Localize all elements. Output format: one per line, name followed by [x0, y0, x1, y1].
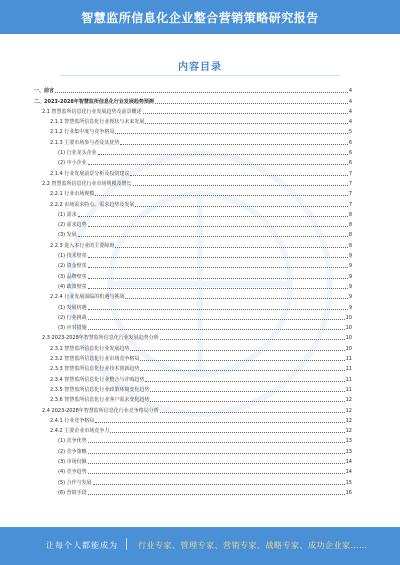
toc-entry-page-number: 11	[345, 386, 352, 393]
toc-leader-dots	[155, 102, 348, 104]
toc-entry-label: 2.2.4 行业发展面临的机遇与挑战	[50, 294, 125, 301]
toc-entry-page-number: 6	[348, 139, 352, 146]
toc-leader-dots	[160, 338, 345, 340]
toc-entry-label: 2.4 2023-2028年智慧监所信息化行业竞争格局分析	[42, 407, 159, 414]
toc-leader-dots	[88, 472, 345, 474]
toc-entry-label: 一、前言	[34, 88, 55, 95]
toc-entry-page-number: 9	[348, 273, 352, 280]
toc-entry-page-number: 8	[348, 232, 352, 239]
toc-entry[interactable]	[34, 434, 352, 444]
toc-leader-dots	[88, 328, 345, 330]
toc-entry-page-number: 7	[348, 180, 352, 187]
toc-entry-label: 2.4.2 主要企业市场竞争力	[50, 428, 110, 435]
toc-leader-dots	[140, 369, 344, 371]
toc-entry-label: (1) 需求	[58, 211, 77, 218]
toc-entry[interactable]	[34, 218, 352, 228]
toc-leader-dots	[143, 112, 348, 114]
toc-leader-dots	[115, 132, 347, 134]
toc-entry-page-number: 12	[345, 407, 352, 414]
toc-entry[interactable]	[34, 300, 352, 310]
table-of-contents	[34, 84, 352, 496]
toc-entry[interactable]	[34, 393, 352, 403]
toc-leader-dots	[125, 297, 347, 299]
toc-entry-page-number: 8	[348, 242, 352, 249]
toc-leader-dots	[160, 411, 345, 413]
toc-entry[interactable]	[34, 259, 352, 269]
toc-entry-label: 2.3.1 智慧监所信息化行业发展趋势	[50, 345, 130, 352]
toc-entry-label: (1) 竞争优势	[58, 438, 87, 445]
toc-entry[interactable]	[34, 290, 352, 300]
toc-leader-dots	[88, 287, 348, 289]
toc-entry[interactable]	[34, 238, 352, 248]
toc-leader-dots	[130, 349, 344, 351]
toc-leader-dots	[130, 174, 347, 176]
toc-entry-page-number: 7	[348, 201, 352, 208]
toc-entry-label: (3) 市场份额	[58, 458, 87, 465]
toc-entry-page-number: 16	[345, 489, 352, 496]
toc-entry-label: (3) 应对措施	[58, 325, 87, 332]
toc-entry-label: 2.3.2 智慧监所信息化行业市场竞争格局	[50, 356, 140, 363]
toc-leader-dots	[115, 246, 347, 248]
toc-leader-dots	[135, 205, 347, 207]
toc-entry-label: 2.1.4 行业发展前景分析及投资建议	[50, 170, 130, 177]
toc-entry-label: (2) 中小企业	[58, 160, 87, 167]
toc-entry-page-number: 9	[348, 304, 352, 311]
toc-entry[interactable]	[34, 331, 352, 341]
toc-entry-label: 2.1.2 行业集中度与竞争格局	[50, 129, 115, 136]
toc-entry-label: (2) 行业挑战	[58, 314, 87, 321]
toc-leader-dots	[88, 462, 345, 464]
toc-entry-label: (2) 需求趋势	[58, 222, 87, 229]
toc-entry-label: 2.1 智慧监所信息化行业发展趋势及前景概述	[42, 108, 142, 115]
toc-entry[interactable]	[34, 187, 352, 197]
toc-entry-label: (5) 合作与发展	[58, 479, 92, 486]
toc-entry[interactable]	[34, 280, 352, 290]
toc-entry-page-number: 11	[345, 366, 352, 373]
toc-entry-label: (3) 品牌壁垒	[58, 273, 87, 280]
toc-entry-page-number: 4	[348, 88, 352, 95]
toc-entry[interactable]	[34, 352, 352, 362]
toc-entry[interactable]	[34, 228, 352, 238]
toc-entry-page-number: 4	[348, 119, 352, 126]
toc-entry[interactable]	[34, 465, 352, 475]
toc-entry[interactable]	[34, 311, 352, 321]
toc-heading: 内容目录	[178, 62, 222, 73]
toc-entry[interactable]	[34, 94, 352, 104]
toc-entry-label: (4) 竞争趋势	[58, 469, 87, 476]
toc-entry-page-number: 9	[348, 253, 352, 260]
toc-entry-label: (1) 行业龙头企业	[58, 150, 97, 157]
toc-leader-dots	[120, 143, 347, 145]
toc-entry[interactable]	[34, 424, 352, 434]
toc-entry-label: 2.3.6 智慧监所信息化行业客户需求变化趋势	[50, 397, 150, 404]
toc-entry-page-number: 6	[348, 150, 352, 157]
toc-entry-label: (1) 发展机遇	[58, 304, 87, 311]
toc-entry-page-number: 7	[348, 170, 352, 177]
toc-entry-page-number: 12	[345, 428, 352, 435]
toc-entry[interactable]	[34, 146, 352, 156]
toc-entry-label: 2.3.3 智慧监所信息化行业技术创新趋势	[50, 366, 140, 373]
toc-leader-dots	[145, 122, 347, 124]
toc-entry[interactable]	[34, 269, 352, 279]
toc-entry-label: 2.3.5 智慧监所信息化行业政策环境变化趋势	[50, 386, 150, 393]
toc-entry-label: (4) 政策壁垒	[58, 283, 87, 290]
toc-entry[interactable]	[34, 414, 352, 424]
toc-leader-dots	[88, 225, 348, 227]
toc-leader-dots	[88, 493, 345, 495]
toc-leader-dots	[78, 235, 348, 237]
toc-entry-page-number: 8	[348, 222, 352, 229]
toc-entry[interactable]	[34, 115, 352, 125]
toc-entry-label: (3) 发展	[58, 232, 77, 239]
toc-entry-page-number: 5	[348, 129, 352, 136]
toc-leader-dots	[110, 431, 344, 433]
toc-leader-dots	[95, 194, 348, 196]
toc-leader-dots	[78, 215, 348, 217]
toc-leader-dots	[88, 266, 348, 268]
toc-entry-page-number: 10	[345, 335, 352, 342]
toc-entry-page-number: 12	[345, 397, 352, 404]
toc-entry-label: 2.2.1 行业市场规模	[50, 191, 95, 198]
toc-entry-page-number: 11	[345, 356, 352, 363]
toc-leader-dots	[150, 390, 344, 392]
toc-entry-page-number: 14	[345, 469, 352, 476]
toc-entry-page-number: 12	[345, 417, 352, 424]
toc-entry-label: 2.1.1 智慧监所信息化行业现状与未来发展	[50, 119, 145, 126]
report-title: 智慧监所信息化企业整合营销策略研究报告	[81, 10, 319, 25]
toc-entry-label: (1) 技术壁垒	[58, 253, 87, 260]
toc-entry-page-number: 6	[348, 160, 352, 167]
toc-entry-page-number: 7	[348, 191, 352, 198]
toc-entry-label: (2) 竞争策略	[58, 448, 87, 455]
toc-entry-page-number: 9	[348, 294, 352, 301]
toc-leader-dots	[150, 400, 344, 402]
toc-entry-label: 2.2.2 市场需求特点、需求趋势及发展	[50, 201, 135, 208]
toc-entry-page-number: 10	[345, 325, 352, 332]
toc-leader-dots	[98, 153, 348, 155]
toc-divider	[60, 75, 340, 76]
toc-entry-page-number: 8	[348, 211, 352, 218]
toc-entry[interactable]	[34, 372, 352, 382]
toc-entry-label: 2.2.3 进入本行业的主要障碍	[50, 242, 115, 249]
toc-entry-label: 二、2023-2028年智慧监所信息化行业发展趋势预测	[34, 98, 154, 105]
toc-entry-label: (2) 资金壁垒	[58, 263, 87, 270]
toc-entry-label: 2.4.1 行业竞争格局	[50, 417, 95, 424]
toc-entry-label: (6) 营销手段	[58, 489, 87, 496]
toc-leader-dots	[88, 441, 345, 443]
toc-entry-label: 2.3 2023-2028年智慧监所信息化行业发展趋势分析	[42, 335, 159, 342]
toc-entry-page-number: 4	[348, 108, 352, 115]
toc-entry-label: 2.1.3 主要市场参与者及其优势	[50, 139, 120, 146]
toc-entry-page-number: 13	[345, 448, 352, 455]
toc-entry-label: 2.3.4 智慧监所信息化行业整合与并购趋势	[50, 376, 145, 383]
footer-banner	[0, 527, 400, 565]
toc-entry-page-number: 10	[345, 314, 352, 321]
toc-entry[interactable]	[34, 383, 352, 393]
toc-leader-dots	[55, 91, 348, 93]
toc-entry[interactable]	[34, 486, 352, 496]
toc-entry[interactable]	[34, 208, 352, 218]
toc-entry[interactable]	[34, 455, 352, 465]
toc-leader-dots	[95, 421, 344, 423]
toc-leader-dots	[133, 184, 348, 186]
toc-leader-dots	[88, 452, 345, 454]
toc-entry-page-number: 9	[348, 263, 352, 270]
toc-leader-dots	[88, 277, 348, 279]
toc-entry[interactable]	[34, 177, 352, 187]
footer-tagline: 行业专家、管理专家、营销专家、战略专家、成功企业家……	[138, 541, 368, 550]
toc-entry[interactable]	[34, 166, 352, 176]
report-header-banner	[0, 0, 400, 34]
footer-slogan: 让每个人都能成为	[46, 541, 118, 550]
toc-entry[interactable]	[34, 156, 352, 166]
toc-entry[interactable]	[34, 403, 352, 413]
toc-entry[interactable]	[34, 197, 352, 207]
toc-entry-page-number: 11	[345, 376, 352, 383]
toc-leader-dots	[88, 163, 348, 165]
toc-entry-label: 2.2 智慧监所信息化行业市场规模及增长	[42, 180, 132, 187]
toc-entry[interactable]	[34, 105, 352, 115]
toc-entry-page-number: 9	[348, 283, 352, 290]
toc-leader-dots	[88, 256, 348, 258]
toc-entry[interactable]	[34, 249, 352, 259]
toc-entry[interactable]	[34, 125, 352, 135]
toc-entry[interactable]	[34, 321, 352, 331]
toc-entry-page-number: 14	[345, 458, 352, 465]
toc-entry[interactable]	[34, 444, 352, 454]
toc-entry[interactable]	[34, 341, 352, 351]
toc-entry[interactable]	[34, 362, 352, 372]
toc-leader-dots	[88, 318, 345, 320]
toc-entry-page-number: 13	[345, 438, 352, 445]
toc-leader-dots	[93, 483, 345, 485]
toc-leader-dots	[88, 308, 348, 310]
toc-leader-dots	[145, 380, 344, 382]
toc-entry-page-number: 15	[345, 479, 352, 486]
toc-entry-page-number: 10	[345, 345, 352, 352]
toc-entry[interactable]	[34, 135, 352, 145]
toc-entry-page-number: 4	[348, 98, 352, 105]
toc-entry[interactable]	[34, 84, 352, 94]
toc-entry[interactable]	[34, 475, 352, 485]
footer-divider	[126, 538, 127, 550]
toc-leader-dots	[140, 359, 344, 361]
